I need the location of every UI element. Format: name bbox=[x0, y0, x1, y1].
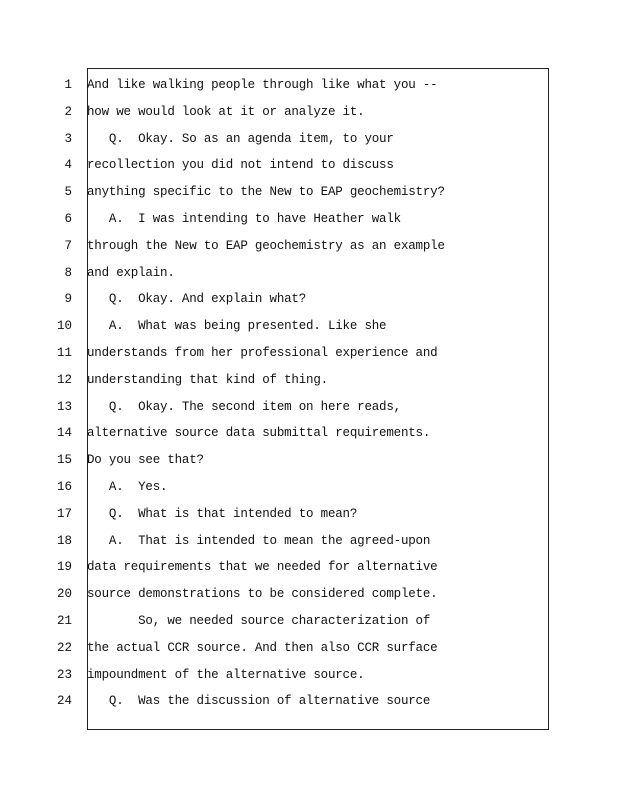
transcript-line bbox=[0, 343, 618, 363]
line-number: 13 bbox=[56, 399, 72, 414]
transcript-line bbox=[0, 209, 618, 229]
line-number: 9 bbox=[64, 292, 72, 307]
line-text: alternative source data submittal requirements. bbox=[87, 426, 431, 441]
line-text: Q. Okay. So as an agenda item, to your bbox=[87, 131, 394, 146]
line-number: 15 bbox=[56, 453, 72, 468]
transcript-line bbox=[0, 691, 618, 711]
line-number: 4 bbox=[64, 158, 72, 173]
line-number: 5 bbox=[64, 185, 72, 200]
line-number: 19 bbox=[56, 560, 72, 575]
line-text: through the New to EAP geochemistry as an example bbox=[87, 238, 445, 253]
line-text: Q. Okay. And explain what? bbox=[87, 292, 307, 307]
transcript-line bbox=[0, 477, 618, 497]
transcript-line bbox=[0, 263, 618, 283]
line-text: Q. Was the discussion of alternative source bbox=[87, 694, 431, 709]
transcript-line bbox=[0, 423, 618, 443]
line-text: and explain. bbox=[87, 265, 175, 280]
line-text: Q. Okay. The second item on here reads, bbox=[87, 399, 401, 414]
line-number: 12 bbox=[56, 372, 72, 387]
line-text: A. Yes. bbox=[87, 480, 168, 494]
line-text: understanding that kind of thing. bbox=[87, 372, 328, 387]
line-number: 6 bbox=[64, 212, 72, 226]
line-number: 24 bbox=[56, 694, 72, 709]
line-text: how we would look at it or analyze it. bbox=[87, 104, 365, 119]
line-number: 1 bbox=[64, 78, 72, 92]
transcript-line bbox=[0, 397, 618, 417]
line-number: 3 bbox=[64, 131, 72, 146]
transcript-line bbox=[0, 638, 618, 658]
line-number: 21 bbox=[56, 614, 72, 628]
line-text: Q. What is that intended to mean? bbox=[87, 506, 358, 521]
line-number: 7 bbox=[64, 238, 72, 253]
line-number: 18 bbox=[56, 533, 72, 548]
transcript-line bbox=[0, 504, 618, 524]
line-text: recollection you did not intend to discuss bbox=[87, 158, 394, 173]
line-text: understands from her professional experience and bbox=[87, 346, 438, 360]
line-text: data requirements that we needed for alternative bbox=[87, 560, 438, 575]
transcript-line bbox=[0, 611, 618, 631]
transcript-line bbox=[0, 665, 618, 685]
line-text: the actual CCR source. And then also CCR surface bbox=[87, 640, 438, 655]
line-text: anything specific to the New to EAP geochemistry? bbox=[87, 185, 445, 200]
transcript-line bbox=[0, 370, 618, 390]
line-text: A. I was intending to have Heather walk bbox=[87, 212, 401, 226]
line-text: Do you see that? bbox=[87, 453, 204, 468]
transcript-line bbox=[0, 155, 618, 175]
transcript-line bbox=[0, 289, 618, 309]
transcript-line bbox=[0, 236, 618, 256]
line-number: 17 bbox=[56, 506, 72, 521]
transcript-line bbox=[0, 316, 618, 336]
transcript-line bbox=[0, 557, 618, 577]
line-text: A. What was being presented. Like she bbox=[87, 319, 387, 334]
line-number: 14 bbox=[56, 426, 72, 441]
line-number: 11 bbox=[56, 346, 72, 360]
line-number: 20 bbox=[56, 587, 72, 602]
line-number: 8 bbox=[64, 265, 72, 280]
line-number: 23 bbox=[56, 667, 72, 682]
transcript-line bbox=[0, 75, 618, 95]
line-text: source demonstrations to be considered complete. bbox=[87, 587, 438, 602]
line-number: 10 bbox=[56, 319, 72, 334]
line-text: And like walking people through like what you -- bbox=[87, 78, 438, 92]
transcript-line bbox=[0, 584, 618, 604]
line-number: 16 bbox=[56, 480, 72, 494]
line-text: A. That is intended to mean the agreed-upon bbox=[87, 533, 431, 548]
transcript-line bbox=[0, 182, 618, 202]
line-number: 2 bbox=[64, 104, 72, 119]
transcript-line bbox=[0, 102, 618, 122]
transcript-line bbox=[0, 450, 618, 470]
transcript-line bbox=[0, 531, 618, 551]
transcript-line bbox=[0, 129, 618, 149]
line-number: 22 bbox=[56, 640, 72, 655]
line-text: So, we needed source characterization of bbox=[87, 614, 431, 628]
line-text: impoundment of the alternative source. bbox=[87, 667, 365, 682]
